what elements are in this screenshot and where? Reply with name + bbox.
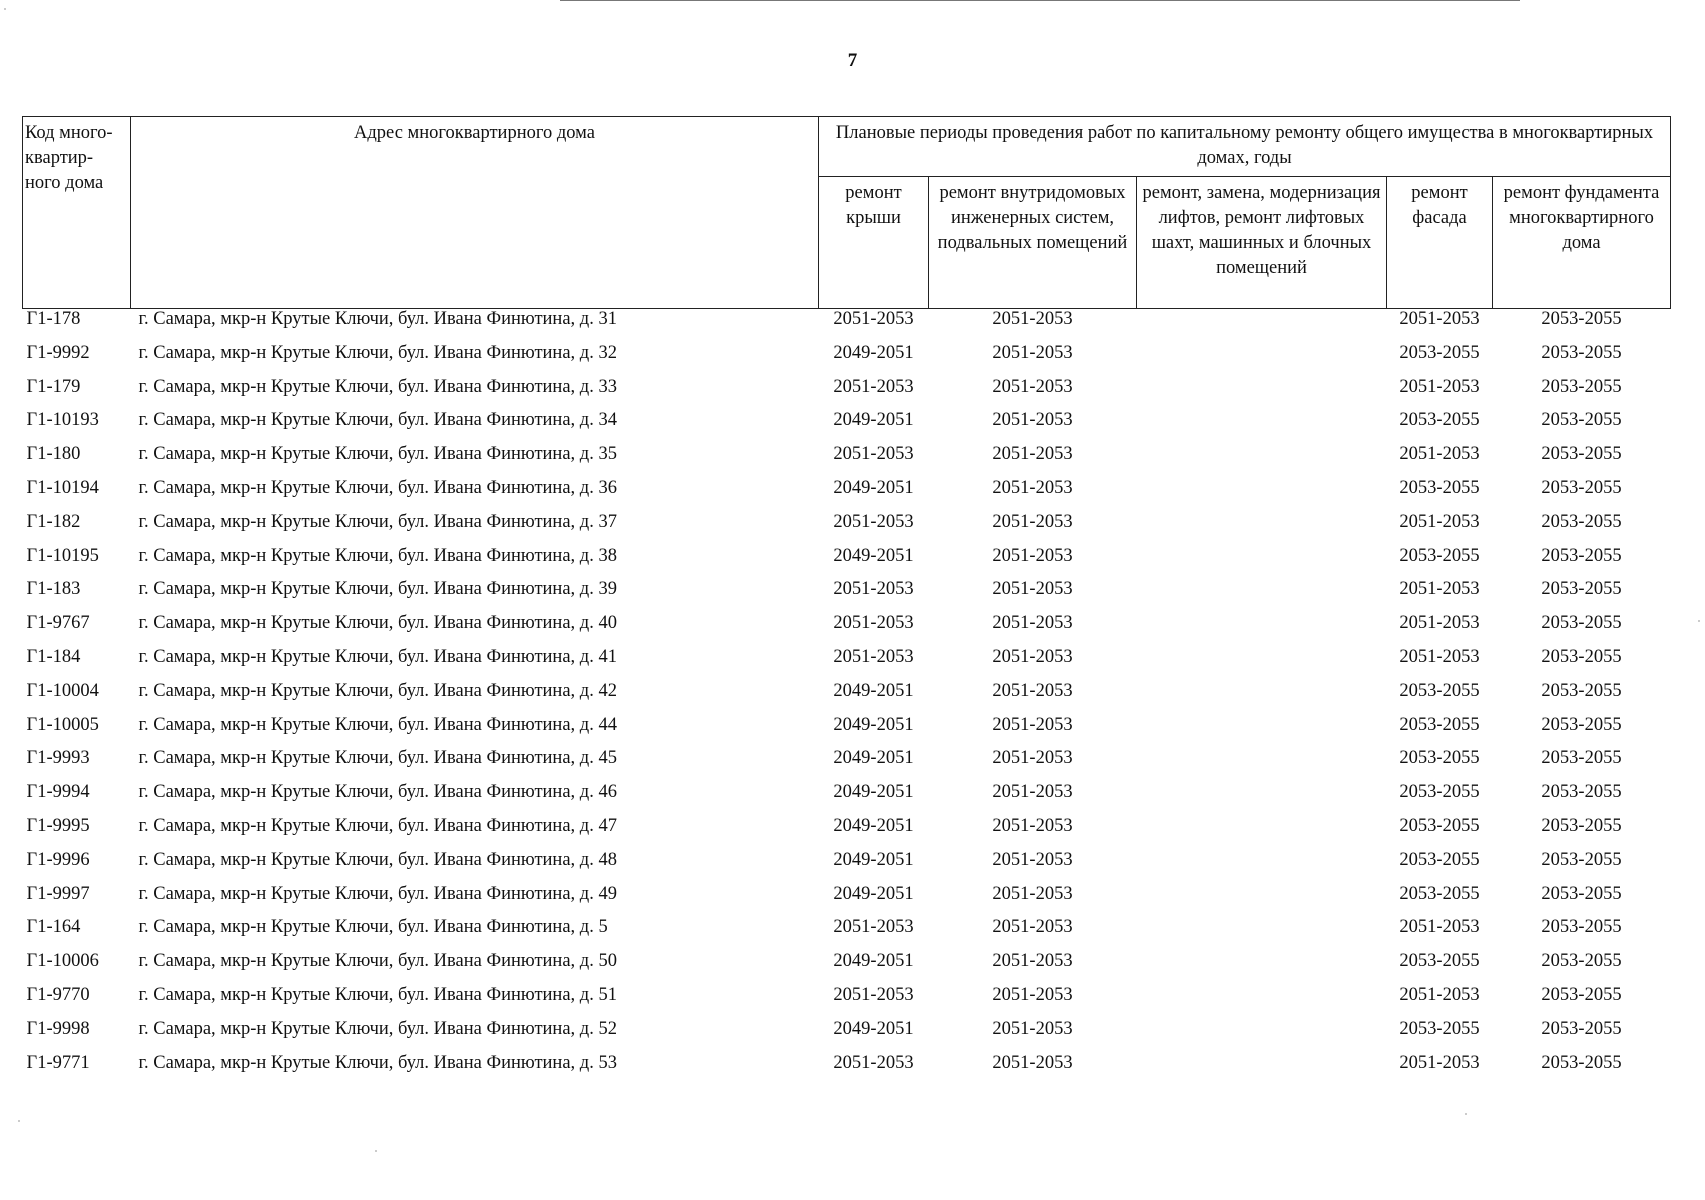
cell-foundation: 2053-2055 — [1541, 1018, 1622, 1039]
cell-elevators — [1137, 782, 1387, 816]
cell-engineering: 2051-2053 — [992, 984, 1073, 1005]
table-row — [23, 782, 1671, 816]
table-row — [23, 951, 1671, 985]
cell-roof: 2049-2051 — [833, 748, 914, 769]
cell-facade: 2051-2053 — [1399, 1052, 1480, 1073]
cell-elevators — [1137, 985, 1387, 1019]
cell-address: г. Самара, мкр-н Крутые Ключи, бул. Ивана Финютина, д. 33 — [138, 376, 617, 397]
table-row — [23, 343, 1671, 377]
scan-speck — [4, 8, 6, 10]
cell-roof: 2049-2051 — [833, 545, 914, 566]
cell-roof: 2049-2051 — [833, 714, 914, 735]
cell-foundation: 2053-2055 — [1541, 951, 1622, 972]
cell-address: г. Самара, мкр-н Крутые Ключи, бул. Ивана Финютина, д. 50 — [138, 951, 617, 972]
cell-facade: 2051-2053 — [1399, 984, 1480, 1005]
table-row — [23, 309, 1671, 343]
cell-foundation: 2053-2055 — [1541, 309, 1622, 329]
cell-roof: 2051-2053 — [833, 917, 914, 938]
cell-address: г. Самара, мкр-н Крутые Ключи, бул. Ивана Финютина, д. 34 — [138, 410, 617, 431]
cell-code: Г1-9993 — [26, 748, 90, 769]
table-row — [23, 917, 1671, 951]
cell-code: Г1-9994 — [26, 782, 90, 803]
cell-elevators — [1137, 850, 1387, 884]
header-elevators: ремонт, замена, модернизация лифтов, ремонт лифтовых шахт, машинных и блочных помещений — [1137, 177, 1387, 309]
cell-code: Г1-9997 — [26, 883, 90, 904]
cell-elevators — [1137, 816, 1387, 850]
cell-facade: 2051-2053 — [1399, 309, 1480, 329]
cell-address: г. Самара, мкр-н Крутые Ключи, бул. Ивана Финютина, д. 46 — [138, 782, 617, 803]
table-row — [23, 478, 1671, 512]
cell-elevators — [1137, 647, 1387, 681]
cell-address: г. Самара, мкр-н Крутые Ключи, бул. Ивана Финютина, д. 31 — [138, 309, 617, 329]
cell-roof: 2051-2053 — [833, 579, 914, 600]
cell-roof: 2051-2053 — [833, 309, 914, 329]
cell-foundation: 2053-2055 — [1541, 680, 1622, 701]
page-number: 7 — [847, 50, 858, 71]
cell-foundation: 2053-2055 — [1541, 376, 1622, 397]
cell-foundation: 2053-2055 — [1541, 579, 1622, 600]
capital-repair-table — [22, 116, 1671, 1086]
cell-code: Г1-9767 — [26, 613, 90, 634]
cell-foundation: 2053-2055 — [1541, 815, 1622, 836]
cell-roof: 2051-2053 — [833, 376, 914, 397]
cell-engineering: 2051-2053 — [992, 782, 1073, 803]
cell-elevators — [1137, 884, 1387, 918]
cell-engineering: 2051-2053 — [992, 1052, 1073, 1073]
cell-foundation: 2053-2055 — [1541, 613, 1622, 634]
cell-code: Г1-10005 — [26, 714, 99, 735]
table-row — [23, 1019, 1671, 1053]
cell-elevators — [1137, 613, 1387, 647]
cell-foundation: 2053-2055 — [1541, 883, 1622, 904]
cell-engineering: 2051-2053 — [992, 477, 1073, 498]
cell-facade: 2051-2053 — [1399, 646, 1480, 667]
cell-roof: 2049-2051 — [833, 782, 914, 803]
header-code: Код много-квартир-ного дома — [23, 117, 131, 309]
cell-roof: 2049-2051 — [833, 342, 914, 363]
cell-address: г. Самара, мкр-н Крутые Ключи, бул. Ивана Финютина, д. 39 — [138, 579, 617, 600]
cell-facade: 2051-2053 — [1399, 444, 1480, 465]
cell-foundation: 2053-2055 — [1541, 646, 1622, 667]
cell-facade: 2053-2055 — [1399, 545, 1480, 566]
cell-code: Г1-9998 — [26, 1018, 90, 1039]
cell-facade: 2053-2055 — [1399, 1018, 1480, 1039]
cell-code: Г1-182 — [26, 511, 81, 532]
table-header — [23, 117, 1671, 309]
cell-code: Г1-9995 — [26, 815, 90, 836]
cell-elevators — [1137, 1053, 1387, 1087]
cell-code: Г1-10004 — [26, 680, 99, 701]
scan-speck — [18, 1120, 20, 1122]
cell-engineering: 2051-2053 — [992, 613, 1073, 634]
table-row — [23, 681, 1671, 715]
scan-speck — [1698, 620, 1700, 622]
table-row — [23, 613, 1671, 647]
cell-address: г. Самара, мкр-н Крутые Ключи, бул. Ивана Финютина, д. 49 — [138, 883, 617, 904]
cell-code: Г1-10195 — [26, 545, 99, 566]
cell-elevators — [1137, 343, 1387, 377]
cell-foundation: 2053-2055 — [1541, 782, 1622, 803]
cell-code: Г1-184 — [26, 646, 81, 667]
header-facade: ремонт фасада — [1387, 177, 1493, 309]
cell-facade: 2051-2053 — [1399, 579, 1480, 600]
header-planned-periods: Плановые периоды проведения работ по капитальному ремонту общего имущества в многоквартирных домах, годы — [819, 117, 1671, 177]
header-roof: ремонт крыши — [819, 177, 929, 309]
cell-engineering: 2051-2053 — [992, 917, 1073, 938]
cell-engineering: 2051-2053 — [992, 646, 1073, 667]
cell-facade: 2053-2055 — [1399, 680, 1480, 701]
cell-engineering: 2051-2053 — [992, 444, 1073, 465]
cell-code: Г1-10006 — [26, 951, 99, 972]
cell-address: г. Самара, мкр-н Крутые Ключи, бул. Ивана Финютина, д. 53 — [138, 1052, 617, 1073]
cell-roof: 2049-2051 — [833, 477, 914, 498]
cell-engineering: 2051-2053 — [992, 883, 1073, 904]
cell-foundation: 2053-2055 — [1541, 1052, 1622, 1073]
cell-elevators — [1137, 917, 1387, 951]
table-row — [23, 579, 1671, 613]
cell-roof: 2049-2051 — [833, 680, 914, 701]
cell-code: Г1-10194 — [26, 477, 99, 498]
cell-code: Г1-10193 — [26, 410, 99, 431]
cell-address: г. Самара, мкр-н Крутые Ключи, бул. Ивана Финютина, д. 37 — [138, 511, 617, 532]
cell-facade: 2051-2053 — [1399, 376, 1480, 397]
table-row — [23, 816, 1671, 850]
cell-code: Г1-178 — [26, 309, 81, 329]
cell-address: г. Самара, мкр-н Крутые Ключи, бул. Ивана Финютина, д. 36 — [138, 477, 617, 498]
cell-code: Г1-180 — [26, 444, 81, 465]
cell-facade: 2053-2055 — [1399, 883, 1480, 904]
cell-roof: 2049-2051 — [833, 410, 914, 431]
cell-address: г. Самара, мкр-н Крутые Ключи, бул. Ивана Финютина, д. 42 — [138, 680, 617, 701]
cell-elevators — [1137, 512, 1387, 546]
cell-engineering: 2051-2053 — [992, 951, 1073, 972]
cell-facade: 2051-2053 — [1399, 511, 1480, 532]
cell-foundation: 2053-2055 — [1541, 342, 1622, 363]
cell-engineering: 2051-2053 — [992, 309, 1073, 329]
table-row — [23, 715, 1671, 749]
cell-foundation: 2053-2055 — [1541, 917, 1622, 938]
cell-elevators — [1137, 309, 1387, 343]
cell-engineering: 2051-2053 — [992, 748, 1073, 769]
cell-elevators — [1137, 377, 1387, 411]
cell-facade: 2053-2055 — [1399, 782, 1480, 803]
cell-code: Г1-179 — [26, 376, 81, 397]
cell-engineering: 2051-2053 — [992, 849, 1073, 870]
cell-roof: 2049-2051 — [833, 951, 914, 972]
cell-code: Г1-164 — [26, 917, 81, 938]
table-row — [23, 748, 1671, 782]
cell-facade: 2053-2055 — [1399, 410, 1480, 431]
cell-engineering: 2051-2053 — [992, 714, 1073, 735]
cell-roof: 2051-2053 — [833, 613, 914, 634]
cell-address: г. Самара, мкр-н Крутые Ключи, бул. Ивана Финютина, д. 45 — [138, 748, 617, 769]
table-row — [23, 884, 1671, 918]
table-row — [23, 444, 1671, 478]
cell-code: Г1-9992 — [26, 342, 90, 363]
cell-foundation: 2053-2055 — [1541, 410, 1622, 431]
table-row — [23, 647, 1671, 681]
cell-engineering: 2051-2053 — [992, 410, 1073, 431]
header-address: Адрес многоквартирного дома — [131, 117, 819, 309]
scan-top-rule — [560, 0, 1520, 1]
cell-address: г. Самара, мкр-н Крутые Ключи, бул. Ивана Финютина, д. 41 — [138, 646, 617, 667]
cell-roof: 2051-2053 — [833, 511, 914, 532]
cell-address: г. Самара, мкр-н Крутые Ключи, бул. Ивана Финютина, д. 32 — [138, 342, 617, 363]
cell-elevators — [1137, 681, 1387, 715]
cell-elevators — [1137, 748, 1387, 782]
table-row — [23, 377, 1671, 411]
cell-engineering: 2051-2053 — [992, 680, 1073, 701]
cell-roof: 2049-2051 — [833, 849, 914, 870]
cell-address: г. Самара, мкр-н Крутые Ключи, бул. Ивана Финютина, д. 52 — [138, 1018, 617, 1039]
register-sheet — [22, 116, 1671, 1086]
table-body — [23, 309, 1671, 1087]
cell-engineering: 2051-2053 — [992, 342, 1073, 363]
scan-speck — [1465, 1113, 1467, 1115]
cell-address: г. Самара, мкр-н Крутые Ключи, бул. Ивана Финютина, д. 40 — [138, 613, 617, 634]
cell-foundation: 2053-2055 — [1541, 748, 1622, 769]
cell-facade: 2053-2055 — [1399, 748, 1480, 769]
header-engineering: ремонт внутридомовых инженерных систем, подвальных помещений — [929, 177, 1137, 309]
cell-elevators — [1137, 715, 1387, 749]
cell-address: г. Самара, мкр-н Крутые Ключи, бул. Ивана Финютина, д. 51 — [138, 984, 617, 1005]
cell-elevators — [1137, 478, 1387, 512]
table-row — [23, 850, 1671, 884]
cell-engineering: 2051-2053 — [992, 1018, 1073, 1039]
cell-foundation: 2053-2055 — [1541, 477, 1622, 498]
cell-engineering: 2051-2053 — [992, 545, 1073, 566]
cell-facade: 2053-2055 — [1399, 477, 1480, 498]
cell-engineering: 2051-2053 — [992, 815, 1073, 836]
cell-facade: 2053-2055 — [1399, 714, 1480, 735]
table-row — [23, 410, 1671, 444]
cell-address: г. Самара, мкр-н Крутые Ключи, бул. Ивана Финютина, д. 5 — [138, 917, 608, 938]
cell-roof: 2049-2051 — [833, 883, 914, 904]
cell-engineering: 2051-2053 — [992, 511, 1073, 532]
cell-address: г. Самара, мкр-н Крутые Ключи, бул. Ивана Финютина, д. 35 — [138, 444, 617, 465]
cell-engineering: 2051-2053 — [992, 376, 1073, 397]
cell-elevators — [1137, 444, 1387, 478]
cell-roof: 2049-2051 — [833, 1018, 914, 1039]
cell-elevators — [1137, 951, 1387, 985]
cell-foundation: 2053-2055 — [1541, 545, 1622, 566]
cell-facade: 2053-2055 — [1399, 849, 1480, 870]
cell-elevators — [1137, 410, 1387, 444]
cell-address: г. Самара, мкр-н Крутые Ключи, бул. Ивана Финютина, д. 44 — [138, 714, 617, 735]
cell-elevators — [1137, 1019, 1387, 1053]
scan-speck — [375, 1150, 377, 1152]
cell-engineering: 2051-2053 — [992, 579, 1073, 600]
cell-code: Г1-183 — [26, 579, 81, 600]
cell-foundation: 2053-2055 — [1541, 849, 1622, 870]
cell-foundation: 2053-2055 — [1541, 714, 1622, 735]
cell-foundation: 2053-2055 — [1541, 511, 1622, 532]
cell-facade: 2053-2055 — [1399, 342, 1480, 363]
cell-address: г. Самара, мкр-н Крутые Ключи, бул. Ивана Финютина, д. 47 — [138, 815, 617, 836]
cell-elevators — [1137, 546, 1387, 580]
table-row — [23, 985, 1671, 1019]
cell-facade: 2051-2053 — [1399, 613, 1480, 634]
table-row — [23, 546, 1671, 580]
cell-facade: 2053-2055 — [1399, 951, 1480, 972]
cell-roof: 2051-2053 — [833, 444, 914, 465]
cell-roof: 2049-2051 — [833, 815, 914, 836]
cell-facade: 2053-2055 — [1399, 815, 1480, 836]
cell-address: г. Самара, мкр-н Крутые Ключи, бул. Ивана Финютина, д. 38 — [138, 545, 617, 566]
cell-code: Г1-9770 — [26, 984, 90, 1005]
header-foundation: ремонт фундамента многоквартирного дома — [1493, 177, 1671, 309]
cell-foundation: 2053-2055 — [1541, 984, 1622, 1005]
cell-facade: 2051-2053 — [1399, 917, 1480, 938]
cell-code: Г1-9996 — [26, 849, 90, 870]
cell-foundation: 2053-2055 — [1541, 444, 1622, 465]
cell-address: г. Самара, мкр-н Крутые Ключи, бул. Ивана Финютина, д. 48 — [138, 849, 617, 870]
table-row — [23, 512, 1671, 546]
cell-roof: 2051-2053 — [833, 1052, 914, 1073]
cell-roof: 2051-2053 — [833, 984, 914, 1005]
table-row — [23, 1053, 1671, 1087]
cell-roof: 2051-2053 — [833, 646, 914, 667]
cell-code: Г1-9771 — [26, 1052, 90, 1073]
cell-elevators — [1137, 579, 1387, 613]
